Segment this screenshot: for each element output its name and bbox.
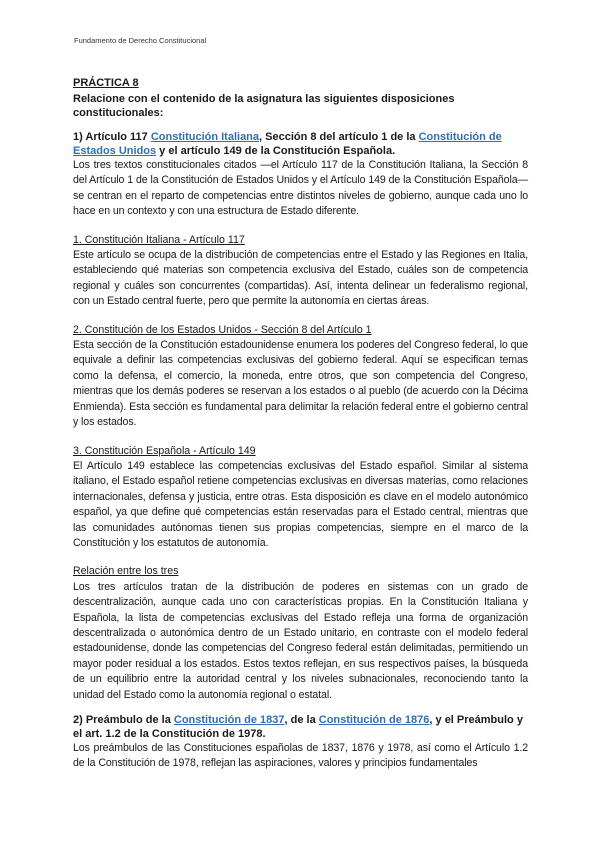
section-1-heading: 1. Constitución Italiana - Artículo 117 [73, 233, 245, 246]
intro-instruction: Relacione con el contenido de la asignatura las siguientes disposiciones constitucionales: [73, 93, 455, 119]
page-title: PRÁCTICA 8 [73, 77, 139, 89]
q2-text-1: 2) Preámbulo de la [73, 714, 174, 726]
section-3-paragraph: El Artículo 149 establece las competencias exclusivas del Estado español. Similar al sistema italiano, el Estado español retiene competencias exclusivas en diversas materias, como relaciones internacionales, defensa y justicia, entre otras. Esta disposición es clave en el modelo autonómico español, ya que define qué competencias están reservadas para el Estado central, mientras que las comunidades autónomas tienen sus propias competencias, siempre en el marco de la Constitución y los estatutos de autonomía. [73, 459, 528, 549]
link-constitucion-eeuu[interactable]: Constitución de Estados Unidos [73, 131, 502, 157]
section-2-paragraph: Esta sección de la Constitución estadounidense enumera los poderes del Congreso federal, lo que equivale a definir las competencias exclusivas del gobierno federal. Aquí se especifican temas como la defensa, el comercio, la moneda, entre otros, que son competencia del Congreso, mientras que los demás poderes se reservan a los estados o al pueblo (de acuerdo con la Décima Enmienda). Esta sección es fundamental para delimitar la relación federal entre el gobierno central y los estados. [73, 339, 528, 429]
document-body [73, 76, 528, 772]
link-constitucion-italiana[interactable]: Constitución Italiana [150, 131, 260, 143]
q1-answer-paragraph: Los tres textos constitucionales citados —el Artículo 117 de la Constitución Italiana, la Sección 8 del Artículo 1 de la Constitución de Estados Unidos y el Artículo 149 de la Constitución Española— se centran en el reparto de competencias entre distintos niveles de gobierno, aunque cada uno lo hace en un contexto y con una estructura de Estado diferente. [73, 159, 528, 218]
link-constitucion-1876[interactable]: Constitución de 1876 [318, 714, 430, 726]
link-constitucion-1837[interactable]: Constitución de 1837 [173, 714, 285, 726]
section-1-paragraph: Este artículo se ocupa de la distribución de competencias entre el Estado y las Regiones en Italia, estableciendo qué materias son competencia exclusiva del Estado, cuáles son de competencia regional y cuáles son concurrentes (compartidas). Así, intenta delinear un federalismo regional, con un Estado central fuerte, pero que permite la autonomía en ciertas áreas. [73, 249, 528, 308]
q2-answer-paragraph: Los preámbulos de las Constituciones españolas de 1837, 1876 y 1978, así como el Artículo 1.2 de la Constitución de 1978, reflejan las aspiraciones, valores y principios fundamentales [73, 742, 528, 770]
section-4-paragraph: Los tres artículos tratan de la distribución de poderes en sistemas con un grado de descentralización, aunque cada uno con características propias. En la Constitución Italiana y Española, la lista de competencias exclusivas del Estado refleja una forma de organización descentralizada o autonómica dentro de un Estado unitario, en contraste con el modelo federal estadounidense, donde las competencias del Congreso federal están delimitadas, permitiendo un mayor poder residual a los estados. Estos textos reflejan, en sus respectivos países, la búsqueda de un equilibrio entre la autoridad central y los niveles subnacionales, reconociendo tanto la unidad del Estado como la autonomía regional o estatal. [73, 580, 528, 701]
section-2-heading: 2. Constitución de los Estados Unidos - Sección 8 del Artículo 1 [73, 323, 372, 336]
running-header: Fundamento de Derecho Constitucional [74, 36, 207, 45]
question-1-heading [73, 130, 528, 158]
section-4-heading: Relación entre los tres [73, 565, 179, 578]
q1-text-1: 1) Artículo 117 [73, 131, 151, 143]
q1-text-3: y el artículo 149 de la Constitución Española. [156, 145, 396, 157]
q2-text-2: , de la [284, 714, 319, 726]
question-2-heading [73, 713, 528, 741]
section-3-heading: 3. Constitución Española - Artículo 149 [73, 444, 256, 457]
q2-text-3: , y el Preámbulo y el art. 1.2 de la Constitución de 1978. [73, 714, 523, 740]
q1-text-2: , Sección 8 del artículo 1 de la [259, 131, 419, 143]
